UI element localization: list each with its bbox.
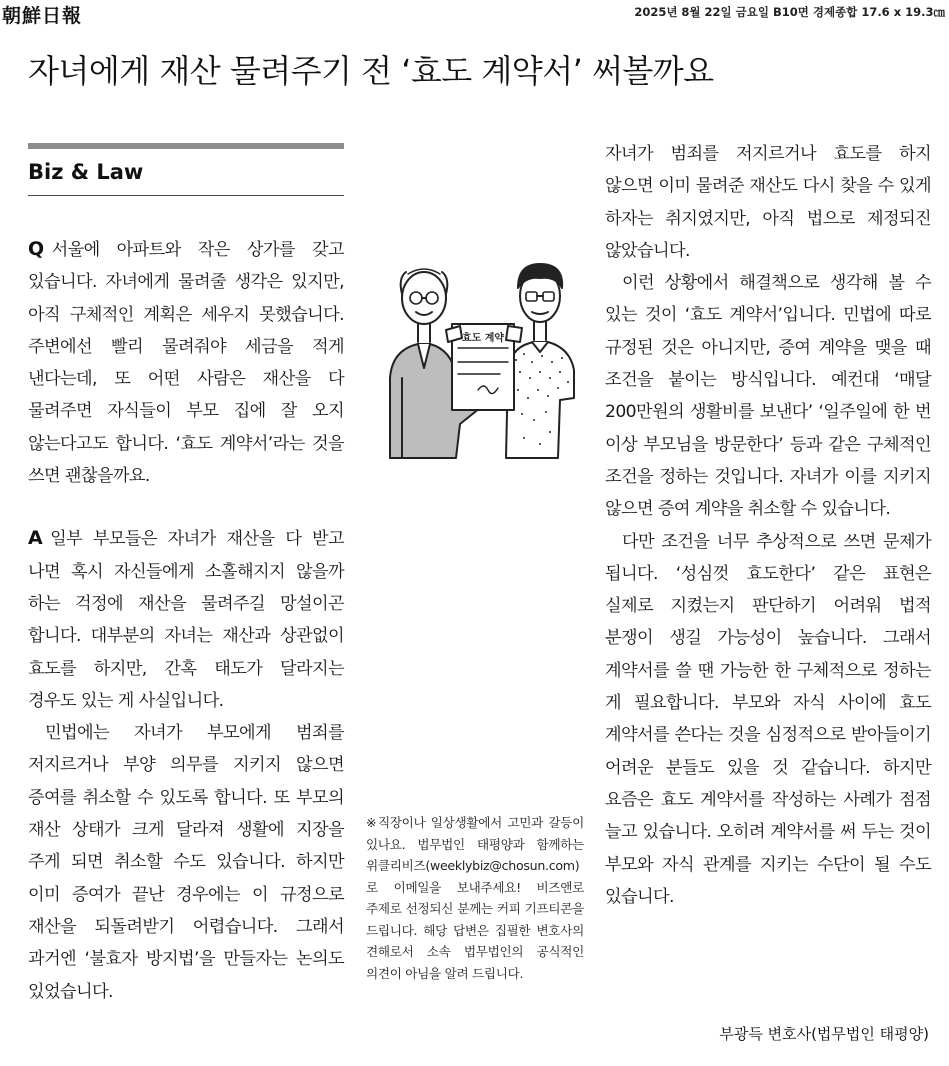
- answer-paragraph: 자녀가 범죄를 저지르거나 효도를 하지 않으면 이미 물려준 재산도 다시 찾을 수 있게 하자는 취지였지만, 아직 법으로 제정되진 않았습니다.: [605, 144, 931, 261]
- answer-paragraph: 민법에는 자녀가 부모에게 범죄를 저지르거나 부양 의무를 지키지 않으면 증여를 취소할 수 있도록 합니다. 또 부모의 재산 상태가 크게 달라져 생활에 지장을 주게 되면 취소할 수도 있습니다. 하지만 이미 증여가 끝난 경우에는 이 규정으로 재산을 되돌려받기 어렵습니다. 그래서 과거엔 ‘불효자 방지법’을 만들자는 논의도 있었습니다.: [28, 723, 344, 1002]
- question-text: 서울에 아파트와 작은 상가를 갖고 있습니다. 자녀에게 물려줄 생각은 있지만, 아직 구체적인 계획은 세우지 못했습니다. 주변에선 빨리 물려줘야 세금을 적게 낸다는데, 또 어떤 사람은 재산을 다 물려주면 자식들이 부모 집에 잘 오지 않는다고도 합니다. ‘효도 계약서’라는 것을 쓰면 괜찮을까요.: [28, 240, 344, 487]
- answer-paragraph: 일부 부모들은 자녀가 재산을 다 받고 나면 혹시 자신들에게 소홀해지지 않을까 하는 걱정에 재산을 물려주길 망설이곤 합니다. 대부분의 자녀는 재산과 상관없이 효도를 하지만, 간혹 태도가 달라지는 경우도 있는 게 사실입니다.: [28, 529, 344, 711]
- reader-note: ※직장이나 일상생활에서 고민과 갈등이 있나요. 법무법인 태평양과 함께하는 위클리비즈(weeklybiz@chosun.com)로 이메일을 보내주세요! 비즈앤로 주제로 선정되신 분께는 커피 기프티콘을 드립니다. 해당 답변은 집필한 변호사의 견해로서 소속 법무법인의 공식적인 의견이 아님을 알려 드립니다.: [366, 815, 584, 981]
- question-block: [28, 233, 344, 492]
- answer-block: [28, 522, 344, 1007]
- headline: 자녀에게 재산 물려주기 전 ‘효도 계약서’ 써볼까요: [28, 52, 714, 90]
- masthead: [0, 0, 949, 26]
- article-column-left: [28, 233, 344, 1008]
- section-label: Biz & Law: [28, 160, 144, 184]
- author-byline: 부광득 변호사(법무법인 태평양): [719, 1025, 929, 1043]
- contract-document-label: 효도 계약: [461, 333, 505, 344]
- answer-paragraph: 이런 상황에서 해결책으로 생각해 볼 수 있는 것이 ‘효도 계약서’입니다. 민법에 따로 규정된 것은 아니지만, 증여 계약을 맺을 때 조건을 붙이는 방식입니다. 예컨대 ‘매달 200만원의 생활비를 보낸다’ ‘일주일에 한 번 이상 부모님을 방문한다’ 등과 같은 구체적인 조건을 정하는 것입니다. 자녀가 이를 지키지 않으면 증여 계약을 취소할 수 있습니다.: [605, 273, 931, 520]
- answer-paragraph: 다만 조건을 너무 추상적으로 쓰면 문제가 됩니다. ‘성심껏 효도한다’ 같은 표현은 실제로 지켰는지 판단하기 어려워 법적 분쟁이 생길 가능성이 높습니다. 그래서 계약서를 쓸 땐 가능한 한 구체적으로 정하는 게 필요합니다. 부모와 자식 사이에 효도 계약서를 쓴다는 것을 심정적으로 받아들이기 어려운 분들도 있을 것 같습니다. 하지만 요즘은 효도 계약서를 작성하는 사례가 점점 늘고 있습니다. 오히려 계약서를 써 두는 것이 부모와 자식 관계를 지키는 수단이 될 수도 있습니다.: [605, 531, 931, 907]
- section-divider: [28, 195, 344, 196]
- article-column-right: [605, 138, 931, 913]
- newspaper-logo: 朝鮮日報: [2, 5, 83, 27]
- section-rule: [28, 143, 344, 149]
- answer-mark: A: [28, 527, 43, 550]
- question-mark: Q: [28, 238, 44, 260]
- publication-info: 2025년 8월 22일 금요일 B10면 경제종합 17.6 x 19.3㎝: [634, 5, 945, 19]
- contract-handover-illustration: [382, 248, 578, 460]
